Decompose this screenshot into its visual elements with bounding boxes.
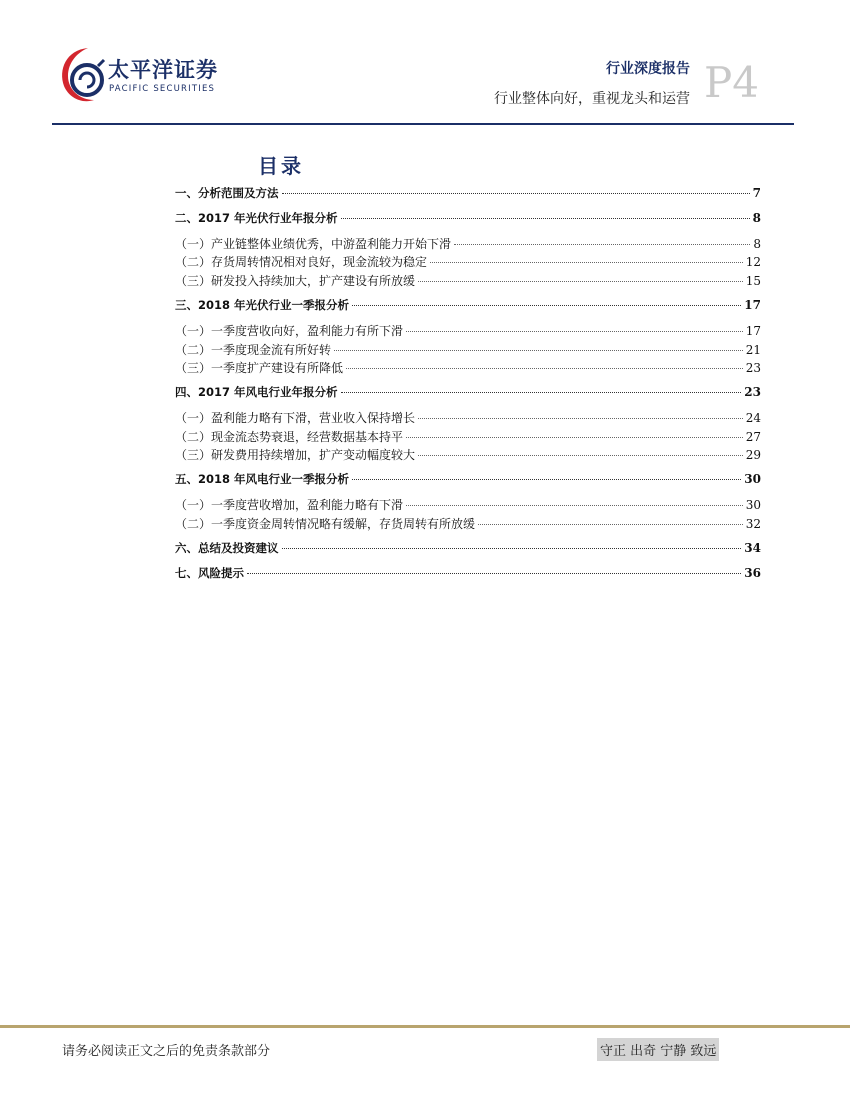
- toc-leader-dots: [282, 193, 750, 194]
- toc-entry-label: 六、总结及投资建议: [175, 541, 279, 555]
- page-number: P4: [704, 58, 759, 107]
- company-logo: [58, 44, 228, 108]
- toc-leader-dots: [454, 244, 750, 245]
- toc-entry-page: 8: [752, 211, 761, 225]
- toc-entry-label: （二）存货周转情况相对良好，现金流较为稳定: [175, 255, 428, 269]
- toc-entry-page: 30: [745, 498, 761, 512]
- toc-entry-page: 30: [744, 472, 761, 486]
- toc-entry[interactable]: [175, 515, 761, 532]
- toc-entry-label: （二）一季度资金周转情况略有缓解，存货周转有所放缓: [175, 517, 476, 531]
- toc-leader-dots: [430, 262, 743, 263]
- footer-motto: 守正 出奇 宁静 致远: [597, 1038, 719, 1061]
- toc-entry[interactable]: [175, 253, 761, 270]
- toc-leader-dots: [341, 218, 750, 219]
- toc-leader-dots: [406, 505, 743, 506]
- toc-entry-page: 32: [745, 517, 761, 531]
- toc-leader-dots: [418, 418, 743, 419]
- toc-entry[interactable]: [175, 446, 761, 463]
- toc-entry-label: 七、风险提示: [175, 566, 244, 580]
- toc-leader-dots: [418, 455, 743, 456]
- toc-leader-dots: [406, 331, 743, 332]
- toc-entry-page: 15: [745, 274, 761, 288]
- toc-entry-label: （二）一季度现金流有所好转: [175, 343, 332, 357]
- toc-entry-page: 27: [745, 430, 761, 444]
- toc-leader-dots: [406, 437, 743, 438]
- toc-entry-page: 34: [744, 541, 761, 555]
- toc-entry-label: （一）盈利能力略有下滑，营业收入保持增长: [175, 411, 416, 425]
- toc-leader-dots: [352, 479, 741, 480]
- logo-english-name: PACIFIC SECURITIES: [109, 84, 216, 94]
- toc-entry-label: （三）研发投入持续加大，扩产建设有所放缓: [175, 274, 416, 288]
- toc-entry[interactable]: [175, 540, 761, 556]
- toc-entry-page: 36: [744, 566, 761, 580]
- toc-leader-dots: [352, 305, 741, 306]
- toc-entry-label: 三、2018 年光伏行业一季报分析: [175, 298, 350, 312]
- toc-entry[interactable]: [175, 496, 761, 513]
- toc-title: 目录: [258, 154, 304, 178]
- toc-entry-page: 23: [744, 385, 761, 399]
- report-type: 行业深度报告: [606, 61, 690, 77]
- toc-entry[interactable]: [175, 409, 761, 426]
- toc-entry-page: 8: [753, 237, 761, 251]
- toc-entry-page: 24: [745, 411, 761, 425]
- toc-entry-label: 五、2018 年风电行业一季报分析: [175, 472, 350, 486]
- toc-entry[interactable]: [175, 185, 761, 201]
- pacific-securities-logo-icon: [58, 44, 106, 108]
- toc-entry[interactable]: [175, 565, 761, 581]
- toc-entry-page: 21: [745, 343, 761, 357]
- toc-leader-dots: [247, 573, 741, 574]
- footer-disclaimer: 请务必阅读正文之后的免责条款部分: [62, 1044, 271, 1059]
- toc-leader-dots: [478, 524, 743, 525]
- toc-entry[interactable]: [175, 359, 761, 376]
- toc-entry-label: （一）产业链整体业绩优秀，中游盈利能力开始下滑: [175, 237, 452, 251]
- toc-entry[interactable]: [175, 235, 761, 252]
- toc-entry-page: 12: [745, 255, 761, 269]
- toc-entry-page: 23: [745, 361, 761, 375]
- toc-entry-label: （一）一季度营收增加，盈利能力略有下滑: [175, 498, 404, 512]
- toc-entry-page: 17: [745, 324, 761, 338]
- toc-entry-label: （三）一季度扩产建设有所降低: [175, 361, 344, 375]
- toc-leader-dots: [341, 392, 742, 393]
- toc-entry-label: 四、2017 年风电行业年报分析: [175, 385, 338, 399]
- report-title: 行业整体向好，重视龙头和运营: [494, 91, 690, 107]
- toc-entry-label: （二）现金流态势衰退，经营数据基本持平: [175, 430, 404, 444]
- toc-leader-dots: [346, 368, 743, 369]
- toc-entry-page: 7: [752, 186, 761, 200]
- toc-entry[interactable]: [175, 322, 761, 339]
- toc-entry[interactable]: [175, 210, 761, 226]
- toc-entry-label: （一）一季度营收向好，盈利能力有所下滑: [175, 324, 404, 338]
- toc-leader-dots: [418, 281, 743, 282]
- toc-entry[interactable]: [175, 384, 761, 400]
- toc-entry-label: 二、2017 年光伏行业年报分析: [175, 211, 338, 225]
- toc-entry[interactable]: [175, 341, 761, 358]
- footer-divider: [0, 1025, 850, 1028]
- logo-chinese-name: 太平洋证券: [108, 58, 218, 82]
- toc-leader-dots: [334, 350, 743, 351]
- toc-entry[interactable]: [175, 428, 761, 445]
- toc-entry-page: 17: [744, 298, 761, 312]
- toc-entry-page: 29: [745, 448, 761, 462]
- toc-entry[interactable]: [175, 471, 761, 487]
- toc-entry-label: 一、分析范围及方法: [175, 186, 279, 200]
- toc-entry[interactable]: [175, 272, 761, 289]
- toc-entry-label: （三）研发费用持续增加，扩产变动幅度较大: [175, 448, 416, 462]
- page-header: [0, 0, 850, 130]
- header-divider: [52, 123, 794, 125]
- toc-leader-dots: [282, 548, 742, 549]
- toc-entry[interactable]: [175, 297, 761, 313]
